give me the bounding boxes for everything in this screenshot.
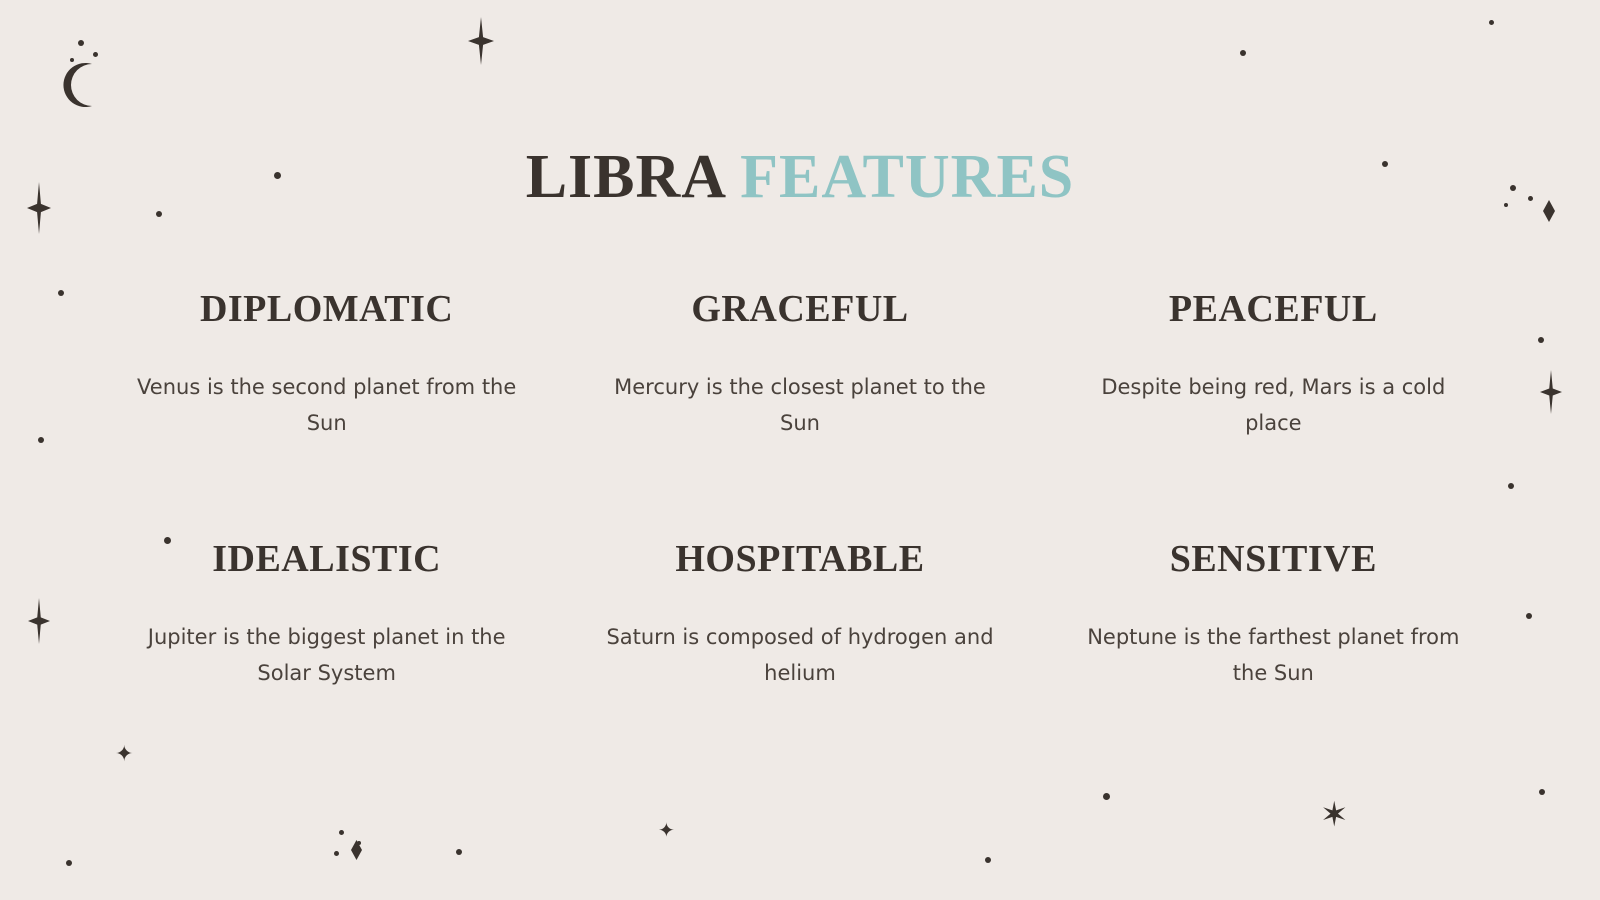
sparkle-icon bbox=[28, 598, 50, 644]
star-dot bbox=[1538, 337, 1544, 343]
star-dot bbox=[1103, 793, 1110, 800]
star-dot bbox=[78, 40, 84, 46]
star-dot bbox=[93, 52, 98, 57]
star-dot bbox=[1526, 613, 1532, 619]
star-dot bbox=[58, 290, 64, 296]
feature-title: GRACEFUL bbox=[691, 288, 909, 330]
page-title-secondary: FEATURES bbox=[740, 142, 1075, 211]
diamond-icon bbox=[351, 840, 362, 860]
star-dot bbox=[1508, 483, 1514, 489]
feature-item-graceful bbox=[573, 290, 1026, 540]
star-dot bbox=[1240, 50, 1246, 56]
star-icon: ✦ bbox=[658, 818, 675, 842]
star-dot bbox=[456, 849, 462, 855]
star-dot bbox=[70, 58, 74, 62]
page-title-primary: LIBRA bbox=[525, 142, 724, 211]
feature-item-peaceful bbox=[1047, 290, 1500, 540]
star-dot bbox=[1539, 789, 1545, 795]
star-dot bbox=[339, 830, 344, 835]
feature-title: IDEALISTIC bbox=[212, 538, 442, 580]
star-burst-icon: ✶ bbox=[1320, 795, 1349, 835]
star-dot bbox=[66, 860, 72, 866]
feature-item-sensitive bbox=[1047, 540, 1500, 790]
feature-title: DIPLOMATIC bbox=[199, 288, 454, 330]
star-dot bbox=[357, 841, 361, 845]
feature-description: Neptune is the farthest planet from the Sun bbox=[1087, 625, 1460, 685]
feature-description: Saturn is composed of hydrogen and helium bbox=[606, 625, 994, 685]
sparkle-icon bbox=[468, 17, 494, 65]
feature-title: PEACEFUL bbox=[1168, 288, 1378, 330]
feature-title: HOSPITABLE bbox=[675, 538, 925, 580]
feature-description: Jupiter is the biggest planet in the Solar System bbox=[147, 625, 506, 685]
feature-description: Mercury is the closest planet to the Sun bbox=[614, 375, 986, 435]
features-grid bbox=[100, 290, 1500, 790]
feature-item-hospitable bbox=[573, 540, 1026, 790]
feature-description: Venus is the second planet from the Sun bbox=[137, 375, 517, 435]
star-dot bbox=[38, 437, 44, 443]
feature-description: Despite being red, Mars is a cold place bbox=[1101, 375, 1446, 435]
star-dot bbox=[985, 857, 991, 863]
page-title bbox=[0, 142, 1600, 213]
sparkle-icon bbox=[1540, 370, 1562, 414]
feature-title: SENSITIVE bbox=[1169, 538, 1377, 580]
star-icon: ✦ bbox=[115, 742, 134, 767]
crescent-moon-icon bbox=[56, 60, 106, 115]
feature-item-idealistic bbox=[100, 540, 553, 790]
crescent-moon-icon-small bbox=[1394, 22, 1428, 63]
feature-item-diplomatic bbox=[100, 290, 553, 540]
star-dot bbox=[334, 851, 339, 856]
star-dot bbox=[1489, 20, 1494, 25]
